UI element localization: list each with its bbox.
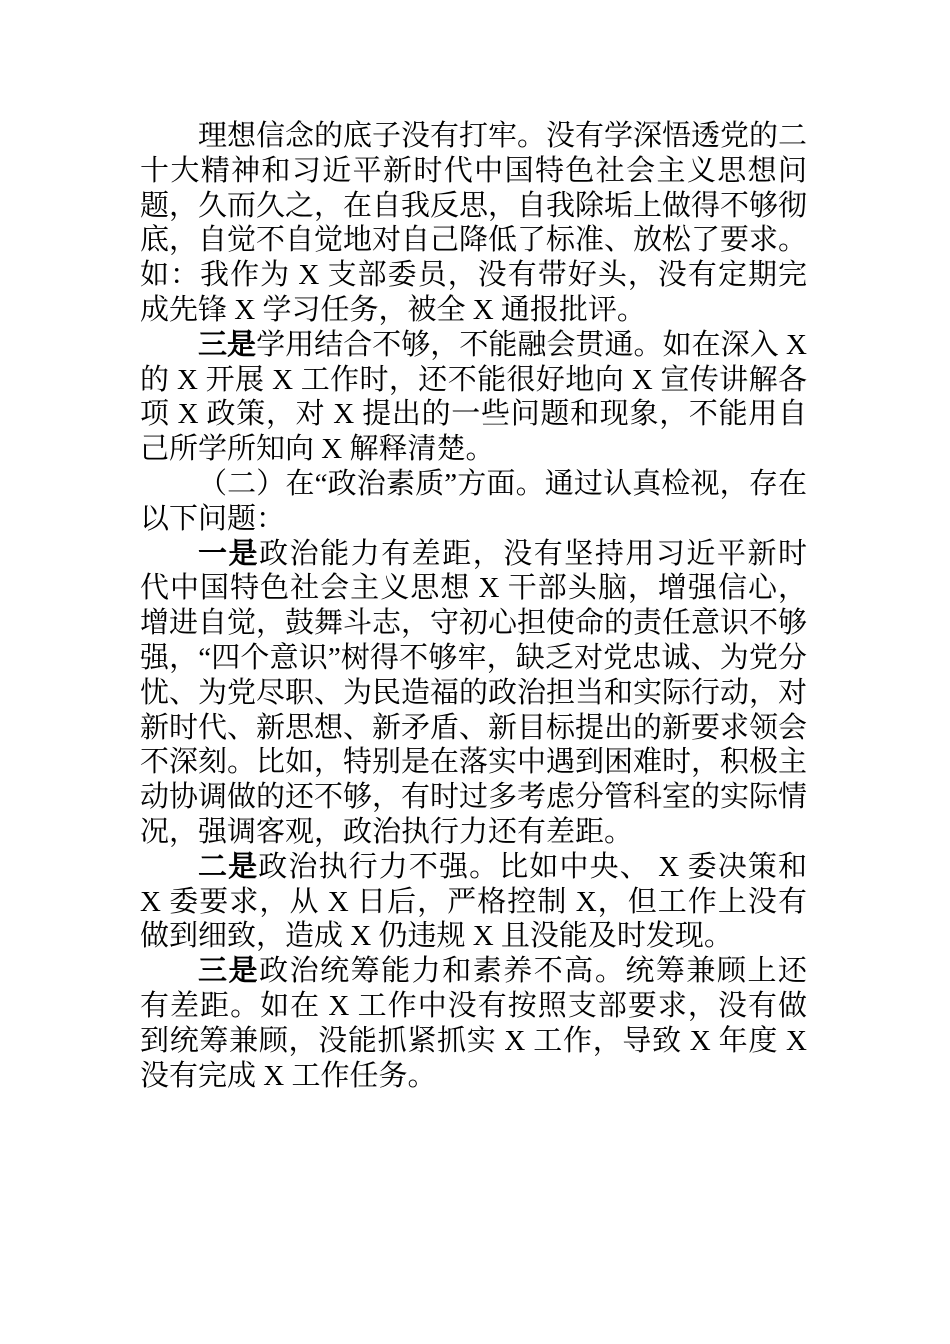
paragraph-ideals-foundation: [140, 119, 807, 328]
paragraph-political-execution: [140, 850, 807, 954]
paragraph-political-coordination: [140, 954, 807, 1093]
paragraph-text: 政治能力有差距，没有坚持用习近平新时代中国特色社会主义思想 X 干部头脑，增强信心，增进自觉，鼓舞斗志，守初心担使命的责任意识不够强，“四个意识”树得不够牢，缺乏对党忠诚、为党分忧、为党尽职、为民造福的政治担当和实际行动，对新时代、新思想、新矛盾、新目标提出的新要求领会不深刻。比如，特别是在落实中遇到困难时，积极主动协调做的还不够，有时过多考虑分管科室的实际情况，强调客观，政治执行力还有差距。: [140, 537, 808, 848]
paragraph-text: 政治统筹能力和素养不高。统筹兼顾上还有差距。如在 X 工作中没有按照支部要求，没有做到统筹兼顾，没能抓紧抓实 X 工作，导致 X 年度 X 没有完成 X 工作任务。: [140, 955, 807, 1092]
paragraph-lead: 三是: [198, 955, 260, 988]
paragraph-political-ability: [140, 537, 807, 850]
paragraph-text: 理想信念的底子没有打牢。没有学深悟透党的二十大精神和习近平新时代中国特色社会主义思想问题，久而久之，在自我反思，自我除垢上做得不够彻底，自觉不自觉地对自己降低了标准、放松了要求。如：我作为 X 支部委员，没有带好头，没有定期完成先锋 X 学习任务，被全 X 通报批评。: [140, 120, 808, 326]
paragraph-text: 政治执行力不强。比如中央、 X 委决策和 X 委要求，从 X 日后，严格控制 X，但工作上没有做到细致，造成 X 仍违规 X 且没能及时发现。: [140, 850, 807, 953]
section-heading-political-quality: [140, 467, 807, 537]
paragraph-lead: 三是: [198, 328, 257, 361]
paragraph-lead: 一是: [198, 537, 260, 570]
paragraph-study-application: [140, 328, 807, 467]
paragraph-lead: 二是: [198, 850, 259, 883]
document-body: [140, 119, 807, 1093]
paragraph-text: 学用结合不够，不能融会贯通。如在深入 X 的 X 开展 X 工作时，还不能很好地向 X 宣传讲解各项 X 政策，对 X 提出的一些问题和现象，不能用自己所学所知向 X 解释清楚。: [140, 328, 807, 466]
paragraph-text: （二）在“政治素质”方面。通过认真检视，存在以下问题：: [140, 467, 807, 535]
